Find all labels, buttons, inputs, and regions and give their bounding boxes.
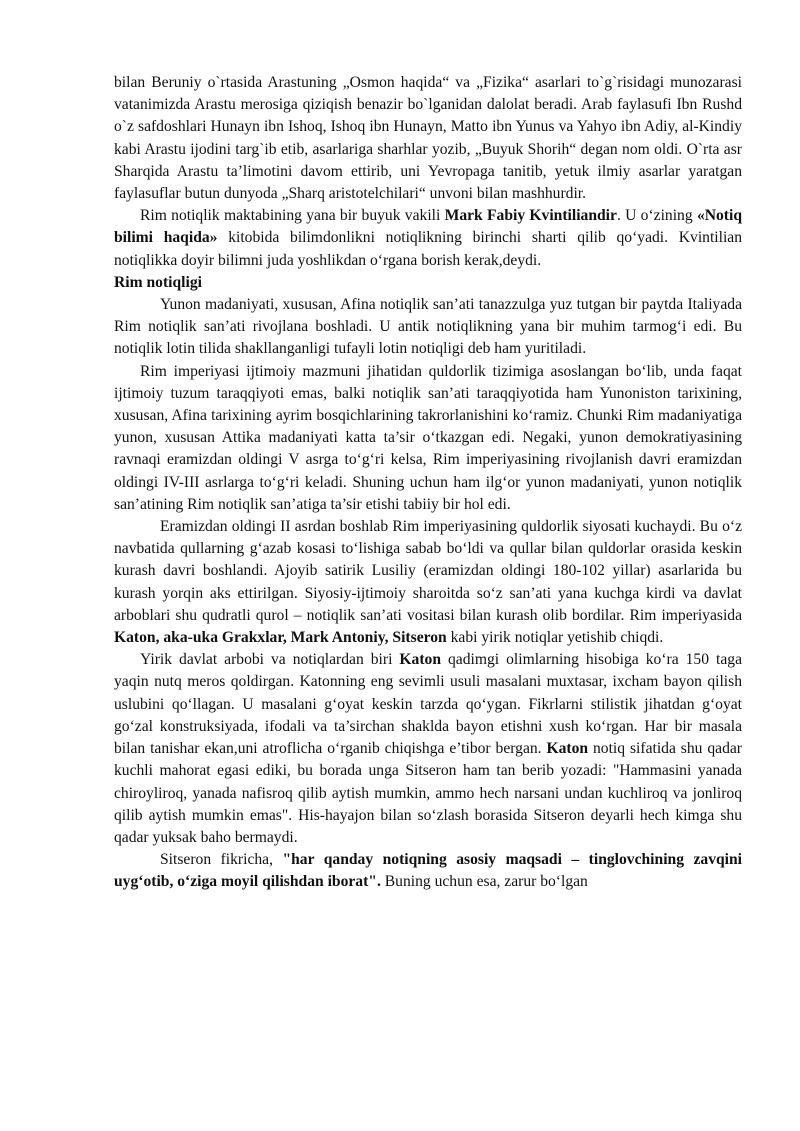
text-segment: Rim imperiyasi ijtimoiy mazmuni jihatidan quldorlik tizimiga asoslangan bo‘lib, unda faqat ijtimoiy tuzum taraqqiyoti emas, balki notiqlik san’ati taraqqiyotida ham Yunoniston tarixining, xususan, Afina tarixining ayrim bosqichlarining takrorlanishini ko‘ramiz. Chunki Rim madaniyatiga yunon, xususan Attika madaniyati katta ta’sir o‘tkazgan edi. Negaki, yunon demokratiyasining ravnaqi eramizdan oldingi V asrga to‘g‘ri kelsa, Rim imperiyasining rivojlanish davri eramizdan oldingi IV-III asrlarga to‘g‘ri keladi. Shuning uchun ham ilg‘or yunon madaniyati, yunon notiqlik san’atining Rim notiqlik san’atiga ta’sir etishi tabiiy bir hol edi. [114,362,742,513]
paragraph-rim-imperiyasi [114,361,742,516]
text-segment: Buning uchun esa, zarur bo‘lgan [380,873,588,891]
bold-orators-list: Katon, aka-uka Grakxlar, Mark Antoniy, Sitseron [114,629,447,647]
heading-text: Rim notiqligi [114,273,202,291]
text-segment: Rim notiqlik maktabining yana bir buyuk vakili [140,207,445,225]
text-segment: . U o‘zining [616,207,697,225]
bold-name-katon: Katon [546,740,589,758]
bold-quote-sitseron: "har qanday notiqning asosiy maqsadi – tinglovchining zavqini uyg‘otib, o‘ziga moyil qilishdan iborat". [114,851,743,891]
bold-name-katon: Katon [399,651,441,669]
document-page [114,72,742,894]
text-segment: Yunon madaniyati, xususan, Afina notiqlik san’ati tanazzulga yuz tutgan bir paytda Italiyada Rim notiqlik san’ati rivojlana boshladi. U antik notiqlikning yana bir muhim tarmog‘i edi. Bu notiqlik lotin tilida shakllanganligi tufayli lotin notiqligi deb ham yuritiladi. [114,296,742,358]
bold-name-kvintilian: Mark Fabiy Kvintiliandir [444,207,617,225]
text-segment: Eramizdan oldingi II asrdan boshlab Rim imperiyasining quldorlik siyosati kuchaydi. Bu o‘z navbatida qullarning g‘azab kosasi to‘lishiga sabab bo‘ldi va qullar bilan quldorlar orasida keskin kurash davri boshlandi. Ajoyib satirik Lusiliy (eramizdan oldingi 180-102 yillar) asarlarida bu kurash yorqin aks ettirilgan. Siyosiy-ijtimoiy sharoitda so‘z san’ati yana kuchga kirdi va davlat arboblari shu qudratli qurol – notiqlik san’ati vositasi bilan kurash olib bordilar. Rim imperiyasida [114,518,742,624]
paragraph-yunon-madaniyati [114,294,742,361]
text-segment: Yirik davlat arbobi va notiqlardan biri [140,651,400,669]
text-segment: notiq sifatida shu qadar kuchli mahorat egasi ediki, bu borada unga Sitseron ham tan berib yozadi: "Hammasini yanada chiroyliroq, yanada nafisroq qilib aytish mumkin, ammo hech narsani undan kuchliroq va jonliroq qilib aytish mumkin emas". His-hayajon bilan so‘zlash borasida Sitseron deyarli hech kimga shu qadar yuksak baho bermaydi. [114,740,742,846]
text-segment: Sitseron fikricha, [160,851,283,869]
paragraph-sitseron [114,849,742,893]
bold-book-title: «Notiq bilimi haqida» [114,207,742,247]
text-segment: kabi yirik notiqlar yetishib chiqdi. [446,629,664,647]
paragraph-kvintilian [114,205,742,272]
paragraph-beruniy-arastu [114,72,742,205]
text-segment: bilan Beruniy o`rtasida Arastuning „Osmon haqida“ va „Fizika“ asarlari to`g`risidagi munozarasi vatanimizda Arastu merosiga qiziqish benazir bo`lganidan dalolat beradi. Arab faylasufi Ibn Rushd o`z safdoshlari Hunayn ibn Ishoq, Ishoq ibn Hunayn, Matto ibn Yunus va Yahyo ibn Adiy, al-Kindiy kabi Arastu ijodini targ`ib etib, asarlariga sharhlar yozib, „Buyuk Shorih“ degan nom oldi. O`rta asr Sharqida Arastu ta’limotini davom ettirib, uni Yevropaga tanitib, yetuk ilmiy asarlar yaratgan faylasuflar butun dunyoda „Sharq aristotelchilari“ unvoni bilan mashhurdir. [114,74,742,203]
paragraph-katon [114,649,742,849]
text-segment: qadimgi olimlarning hisobiga ko‘ra 150 taga yaqin nutq meros qoldirgan. Katonning eng sevimli usuli masalani muxtasar, ixcham bayon qilish uslubini qo‘llagan. U masalani g‘oyat keskin tarzda qo‘ygan. Fikrlarni stilistik jihatdan g‘oyat go‘zal konstruksiyada, ifodali va ta’sirchan shaklda bayon etishni xush ko‘rgan. Har bir masala bilan tanishar ekan,uni atroflicha o‘rganib chiqishga e’tibor bergan. [114,651,742,758]
section-heading [114,272,742,294]
text-segment: kitobida bilimdonlikni notiqlikning birinchi sharti qilib qo‘yadi. Kvintilian notiqlikka doyir bilimni juda yoshlikdan o‘rgana borish kerak,deydi. [114,229,742,269]
paragraph-eramizdan-oldingi [114,516,742,649]
